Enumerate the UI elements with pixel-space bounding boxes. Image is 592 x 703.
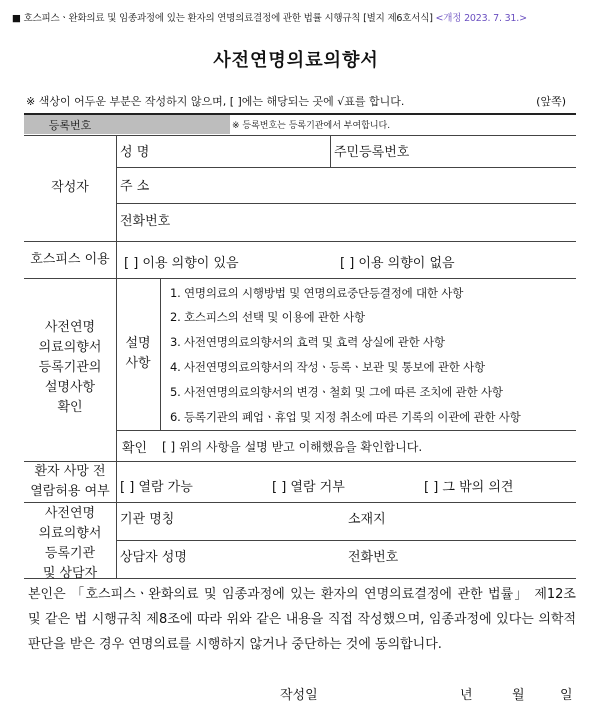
registration-label: 등록번호: [48, 119, 92, 132]
explanation-item-1: 1. 연명의료의 시행방법 및 연명의료중단등결정에 대한 사항: [170, 286, 464, 300]
page-title: 사전연명의료의향서: [213, 50, 379, 71]
instruction-note: ※ 색상이 어두운 부분은 작성하지 않으며, [ ]에는 해당되는 곳에 √표를 합니다.: [26, 95, 405, 108]
form-header-text: ■ 호스피스ㆍ완화의료 및 임종과정에 있는 환자의 연명의료결정에 관한 법률 시행규칙 [별지 제6호서식]: [12, 13, 433, 24]
address-label: 주 소: [120, 179, 150, 194]
hospice-yes-checkbox[interactable]: [ ] 이용 의향이 있음: [124, 256, 239, 271]
explanation-item-2: 2. 호스피스의 선택 및 이용에 관한 사항: [170, 310, 365, 324]
date-year: 년: [460, 688, 473, 703]
date-month: 월: [512, 688, 525, 703]
hospice-no-checkbox[interactable]: [ ] 이용 의향이 없음: [340, 256, 455, 271]
viewing-section-label: 환자 사망 전 열람허용 여부: [30, 464, 110, 499]
date-day: 일: [560, 688, 573, 703]
revision-note: <개정 2023. 7. 31.>: [435, 13, 527, 24]
table-top-border: [24, 113, 576, 115]
viewing-deny-checkbox[interactable]: [ ] 열람 거부: [272, 480, 345, 495]
hospice-section-label: 호스피스 이용: [30, 252, 110, 267]
explanation-item-4: 4. 사전연명의료의향서의 작성ㆍ등록ㆍ보관 및 통보에 관한 사항: [170, 360, 485, 374]
viewing-allow-checkbox[interactable]: [ ] 열람 가능: [120, 480, 193, 495]
explanation-item-6: 6. 등록기관의 폐업ㆍ휴업 및 지정 취소에 따른 기록의 이관에 관한 사항: [170, 410, 521, 424]
explanation-section-label: 사전연명 의료의향서 등록기관의 설명사항 확인: [38, 320, 102, 415]
counselor-name-label: 상담자 성명: [120, 550, 187, 565]
institution-name-label: 기관 명칭: [120, 512, 175, 527]
confirm-checkbox[interactable]: [ ] 위의 사항을 설명 받고 이해했음을 확인합니다.: [162, 440, 423, 454]
author-section-label: 작성자: [51, 180, 89, 195]
form-header: [12, 10, 527, 24]
registration-note: ※ 등록번호는 등록기관에서 부여합니다.: [232, 121, 391, 131]
explanation-item-5: 5. 사전연명의료의향서의 변경ㆍ철회 및 그에 따른 조치에 관한 사항: [170, 385, 503, 399]
viewing-other-checkbox[interactable]: [ ] 그 밖의 의견: [424, 480, 514, 495]
phone-label: 전화번호: [120, 214, 171, 229]
consent-statement: 본인은 「호스피스ㆍ완화의료 및 임종과정에 있는 환자의 연명의료결정에 관한 법률」 제12조 및 같은 법 시행규칙 제8조에 따라 위와 같은 내용을 직접 작성했으며, 임종과정에 있다는 의학적 판단을 받은 경우 연명의료를 시행하지 않거나 중단하는 것에 동의합니다.: [28, 587, 576, 652]
resident-no-label: 주민등록번호: [334, 145, 410, 160]
explanation-sub-label: 설명 사항: [125, 336, 151, 371]
page-side: (앞쪽): [536, 95, 566, 108]
explanation-item-3: 3. 사전연명의료의향서의 효력 및 효력 상실에 관한 사항: [170, 335, 445, 349]
confirm-label: 확인: [122, 441, 148, 456]
counselor-phone-label: 전화번호: [348, 550, 399, 565]
name-label: 성 명: [120, 145, 150, 160]
institution-location-label: 소재지: [348, 512, 386, 527]
institution-section-label: 사전연명 의료의향서 등록기관 및 상담자: [38, 506, 102, 581]
date-label: 작성일: [280, 688, 318, 703]
